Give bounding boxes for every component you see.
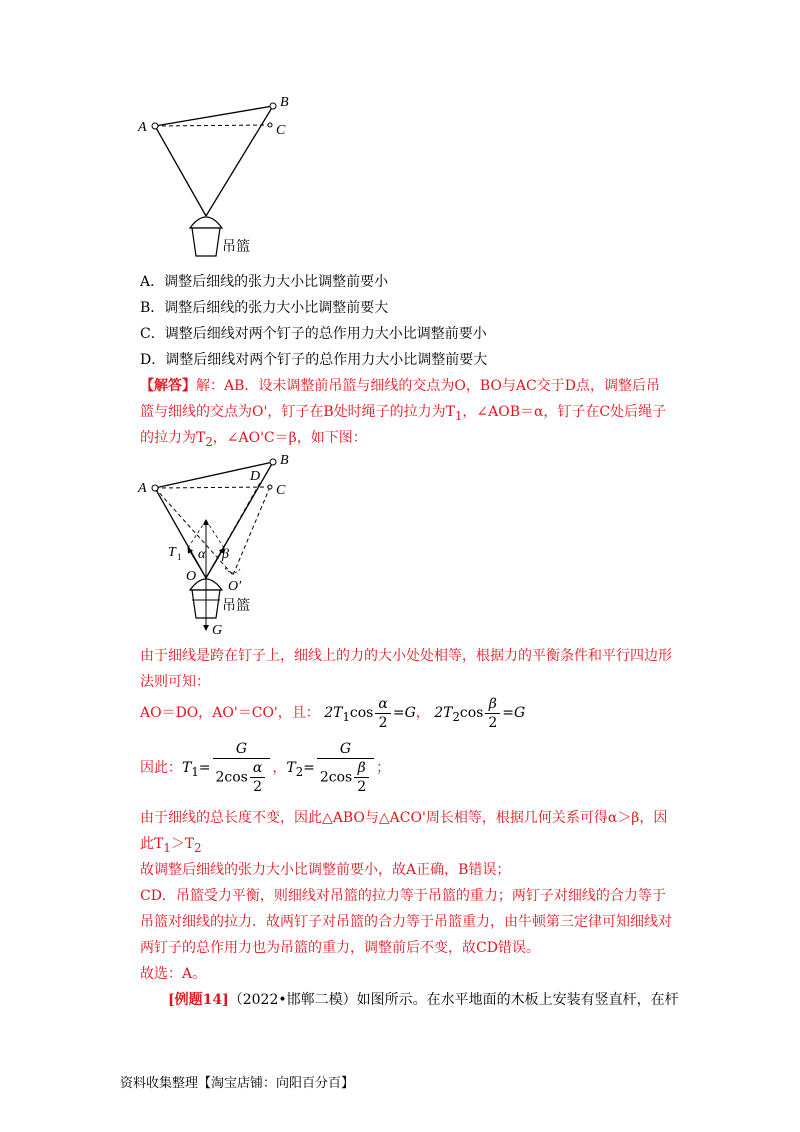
- fig2-label-o: O: [186, 569, 197, 584]
- fig1-label-c: C: [276, 123, 286, 138]
- therefore-line: 因此：$T_1=$ G 2cos $\frac{\alpha}{2}$ ，$T_2=$ G 2cos $\frac{\beta}{2}$ ；: [140, 741, 391, 795]
- fig2-label-alpha: α: [198, 547, 206, 562]
- fig2-basket-label: 吊篮: [222, 598, 250, 614]
- option-c: C．调整后细线对两个钉子的总作用力大小比调整前要小: [140, 326, 487, 342]
- fig2-label-b: B: [280, 453, 289, 468]
- option-a: A．调整后细线的张力大小比调整前要小: [140, 274, 389, 290]
- answer-line-2: 篮与细线的交点为O'，钉子在B处时绳子的拉力为$T_1$，∠AOB＝α，钉子在C处后绳子: [140, 404, 667, 423]
- explain-p4-line1: CD．吊篮受力平衡，则细线对吊篮的拉力等于吊篮的重力；两钉子对细线的合力等于: [140, 888, 666, 904]
- fig2-label-t1: T: [168, 545, 176, 560]
- equation-line: AO＝DO，AO'＝CO'，且： $2T_1\cos$ $\frac{\alpha}{2}$ =G， $2T_2\cos$ $\frac{\beta}{2}$ =G: [140, 695, 526, 731]
- option-b: B．调整后细线的张力大小比调整前要大: [140, 300, 389, 316]
- fig1-label-a: A: [138, 120, 147, 135]
- explain-p2-line1: 由于细线的总长度不变，因此△ABO与△ACO'周长相等，根据几何关系可得α＞β，因: [140, 810, 668, 826]
- explain-p1-line2: 法则可知：: [140, 674, 210, 690]
- answer-line-1: 【解答】解：AB．设未调整前吊篮与细线的交点为O，BO与AC交于D点，调整后吊: [140, 378, 660, 394]
- fig2-label-c: C: [276, 483, 286, 498]
- eq2: $2T_2\cos$ $\frac{\beta}{2}$ =G: [434, 695, 526, 731]
- answer-line-3: 的拉力为$T_2$，∠AO'C＝β，如下图：: [140, 430, 367, 449]
- fig2-label-a: A: [138, 481, 147, 496]
- explain-p2-line2: 此$T_1>T_2$: [140, 836, 202, 855]
- explain-p3: 故调整后细线的张力大小比调整前要小，故A正确，B错误；: [140, 862, 511, 878]
- fig2-label-t1-sub: 1: [177, 552, 182, 562]
- option-d: D．调整后细线对两个钉子的总作用力大小比调整前要大: [140, 352, 488, 368]
- figure-force-diagram: [130, 450, 320, 640]
- explain-p4-line3: 两钉子的总作用力也为吊篮的重力，调整前后不变，故CD错误。: [140, 940, 540, 956]
- equation-prefix: AO＝DO，AO'＝CO'，且：: [140, 705, 320, 721]
- eq1: $2T_1\cos$ $\frac{\alpha}{2}$ =G: [324, 695, 416, 731]
- figure-basket-before: [130, 88, 310, 268]
- footer-source: 资料收集整理【淘宝店铺：向阳百分百】: [120, 1076, 355, 1091]
- fig2-label-beta: β: [222, 547, 229, 562]
- fig2-label-g: G: [212, 623, 223, 638]
- explain-p4-line2: 吊篮对细线的拉力．故两钉子对吊篮的合力等于吊篮重力，由牛顿第三定律可知细线对: [140, 914, 672, 930]
- fig1-label-b: B: [280, 95, 289, 110]
- explain-p5: 故选：A。: [140, 966, 207, 982]
- fig2-label-d: D: [250, 469, 261, 484]
- t1-formula: $T_1=$ G 2cos $\frac{\alpha}{2}$: [182, 760, 272, 776]
- example-14: [例题14]（2022•邯郸二模）如图所示。在水平地面的木板上安装有竖直杆，在杆: [168, 992, 679, 1008]
- fig2-label-o-prime: O′: [228, 579, 242, 594]
- explain-p1-line1: 由于细线是跨在钉子上，细线上的力的大小处处相等，根据力的平衡条件和平行四边形: [140, 648, 672, 664]
- t2-formula: $T_2=$ G 2cos $\frac{\beta}{2}$: [286, 760, 376, 776]
- fig1-basket-label: 吊篮: [222, 239, 250, 255]
